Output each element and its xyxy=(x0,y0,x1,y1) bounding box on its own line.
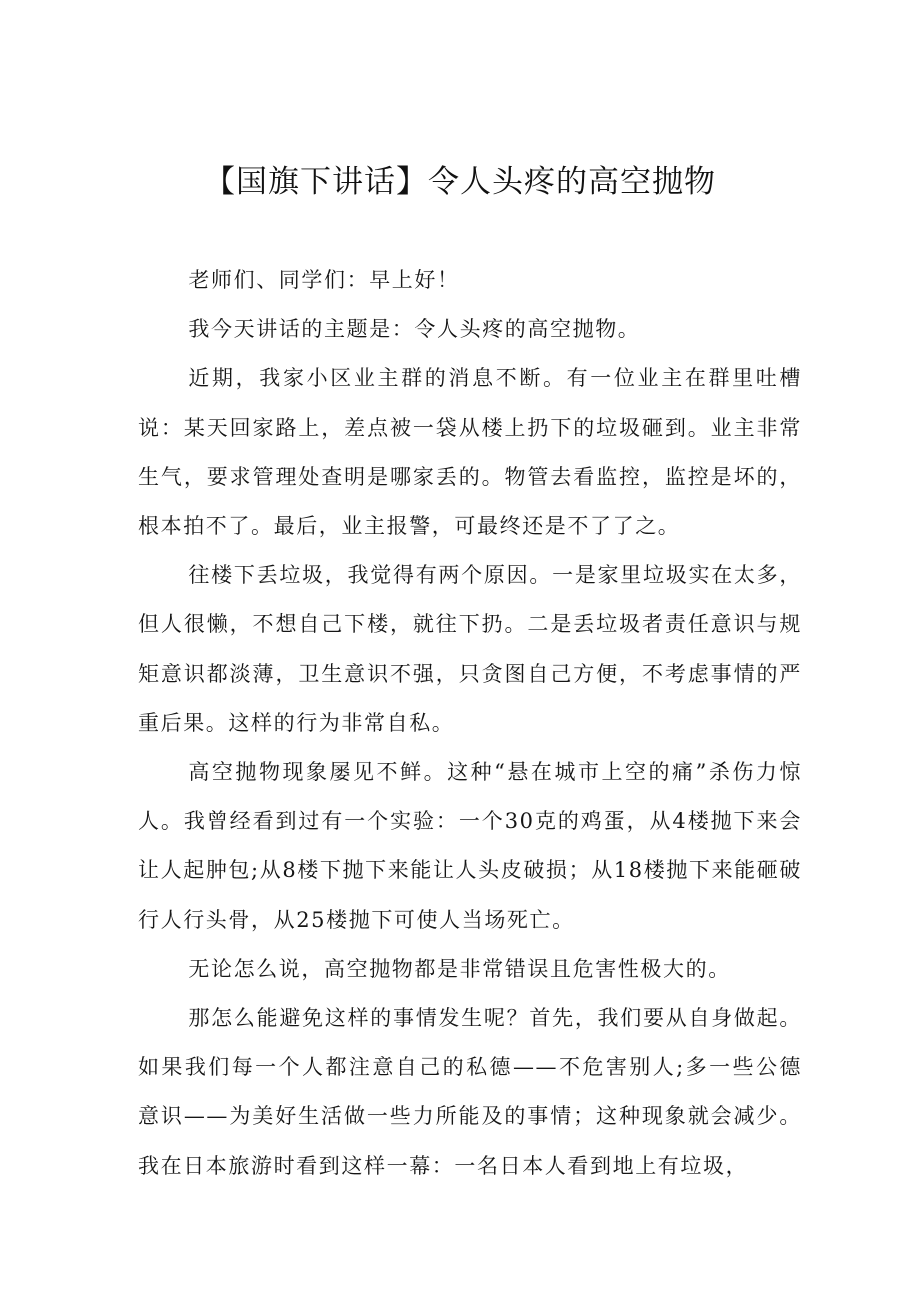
document-title: 【国旗下讲话】令人头疼的高空抛物 xyxy=(204,164,716,200)
conclusion-paragraph: 无论怎么说，高空抛物都是非常错误且危害性极大的。 xyxy=(188,956,731,981)
story-paragraph: 近期，我家小区业主群的消息不断。有一位业主在群里吐槽说：某天回家路上，差点被一袋从楼上扔下的垃圾砸到。业主非常生气，要求管理处查明是哪家丢的。物管去看监控，监控是坏的，根本拍不了。最后，业主报警，可最终还是不了了之。 xyxy=(138,366,802,539)
reasons-paragraph: 往楼下丢垃圾，我觉得有两个原因。一是家里垃圾实在太多，但人很懒，不想自己下楼，就往下扔。二是丢垃圾者责任意识与规矩意识都淡薄，卫生意识不强，只贪图自己方便，不考虑事情的严重后果。这样的行为非常自私。 xyxy=(138,563,802,735)
greeting-paragraph: 老师们、同学们：早上好！ xyxy=(188,268,460,292)
danger-paragraph: 高空抛物现象屡见不鲜。这种“悬在城市上空的痛”杀伤力惊人。我曾经看到过有一个实验：一个30克的鸡蛋，从4楼抛下来会让人起肿包;从8楼下抛下来能让人头皮破损；从18楼抛下来能砸破行人行头骨，从25楼抛下可使人当场死亡。 xyxy=(138,760,802,932)
document-body xyxy=(138,256,802,1191)
solution-paragraph: 那怎么能避免这样的事情发生呢？首先，我们要从自身做起。如果我们每一个人都注意自己的私德——不危害别人;多一些公德意识——为美好生活做一些力所能及的事情；这种现象就会减少。我在日本旅游时看到这样一幕：一名日本人看到地上有垃圾， xyxy=(138,1006,802,1178)
topic-paragraph: 我今天讲话的主题是：令人头疼的高空抛物。 xyxy=(188,317,641,342)
